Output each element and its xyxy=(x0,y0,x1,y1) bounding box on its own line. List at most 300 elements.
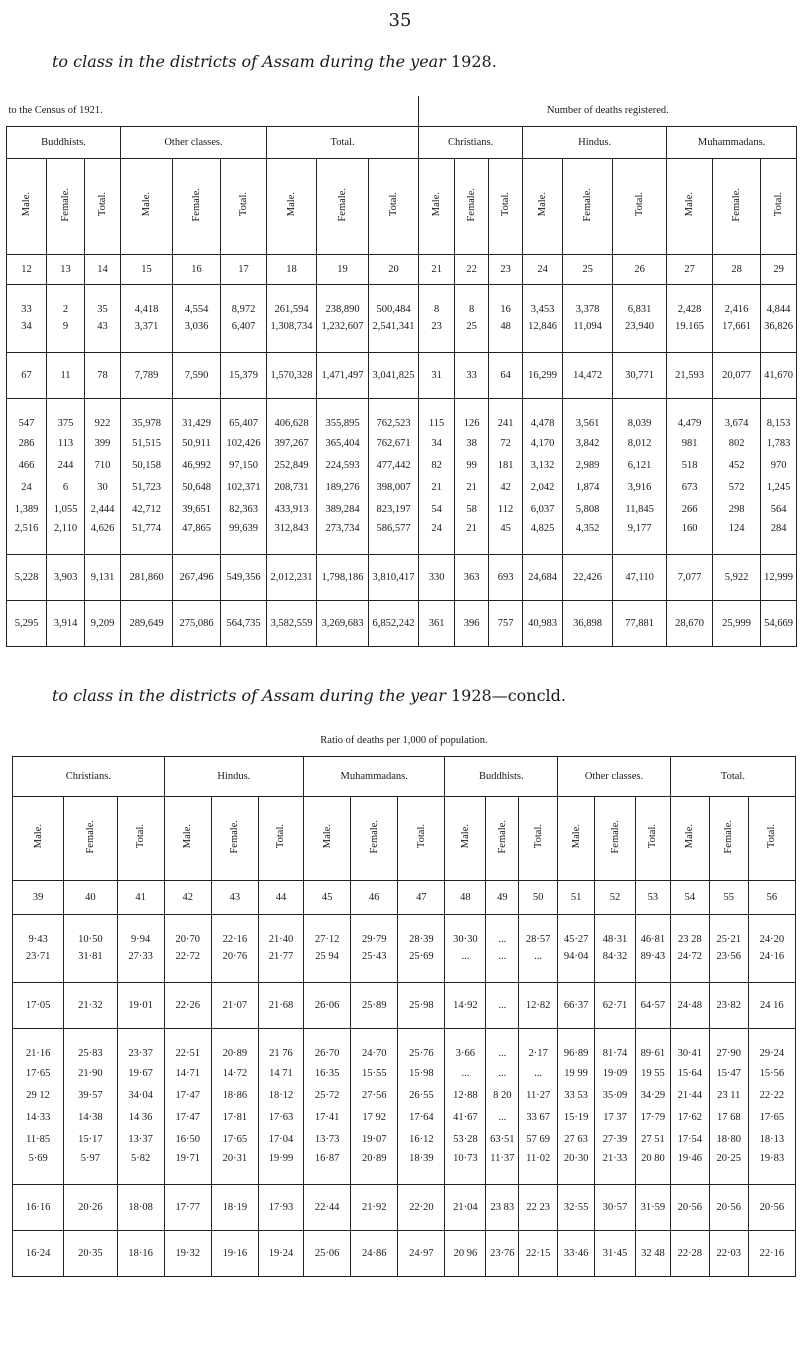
table-cell: 547 xyxy=(7,398,47,432)
table-row xyxy=(13,1084,796,1106)
table-cell: 981 xyxy=(667,432,713,454)
table-cell: 16·50 xyxy=(164,1128,211,1150)
table-cell: 5,808 xyxy=(563,498,613,520)
table-cell: 25·21 xyxy=(709,914,748,948)
table-cell: 112 xyxy=(489,498,523,520)
t1-column-number: 12 xyxy=(7,254,47,284)
t2-column-number: 45 xyxy=(304,880,351,914)
table-cell: 23·56 xyxy=(709,948,748,982)
table-cell: 14,472 xyxy=(563,352,613,398)
table-cell: 14·72 xyxy=(211,1062,258,1084)
t2-group-5: Total. xyxy=(670,756,795,796)
table-cell: 3,378 xyxy=(563,284,613,318)
table-cell: 17·05 xyxy=(13,982,64,1028)
table1-caption-year: 1928. xyxy=(450,52,497,71)
t2-subhead-label: Male. xyxy=(182,824,194,849)
t2-subhead xyxy=(748,796,795,880)
t1-subhead xyxy=(455,158,489,254)
table-cell: 6,831 xyxy=(613,284,667,318)
t2-subhead xyxy=(64,796,117,880)
table-cell: 22·28 xyxy=(670,1230,709,1276)
table-cell: 2,416 xyxy=(713,284,761,318)
table-cell: 24 16 xyxy=(748,982,795,1028)
table-cell: 31·81 xyxy=(64,948,117,982)
table-cell: 16·16 xyxy=(13,1184,64,1230)
t2-column-number: 43 xyxy=(211,880,258,914)
table-cell: 14·33 xyxy=(13,1106,64,1128)
table-cell: ... xyxy=(445,948,486,982)
death-ratio-table xyxy=(12,726,796,1277)
table-cell: 19·09 xyxy=(595,1062,636,1084)
table-cell: 17 68 xyxy=(709,1106,748,1128)
t2-subhead xyxy=(519,796,558,880)
table-cell: 24·97 xyxy=(398,1230,445,1276)
table-cell: 8 xyxy=(455,284,489,318)
table-cell: 17·04 xyxy=(258,1128,303,1150)
t1-column-number: 27 xyxy=(667,254,713,284)
t2-column-number: 55 xyxy=(709,880,748,914)
table-cell: 20·35 xyxy=(64,1230,117,1276)
table-cell: 64·57 xyxy=(636,982,671,1028)
table-cell: 23 83 xyxy=(486,1184,519,1230)
table-cell: 46,992 xyxy=(173,454,221,476)
table-cell: 252,849 xyxy=(267,454,317,476)
table-cell: 39·57 xyxy=(64,1084,117,1106)
table-cell: 21 xyxy=(455,476,489,498)
table-cell: 102,426 xyxy=(221,432,267,454)
table-cell: 20·56 xyxy=(670,1184,709,1230)
t2-subhead xyxy=(709,796,748,880)
table-cell: 22·22 xyxy=(748,1084,795,1106)
table-cell: 452 xyxy=(713,454,761,476)
table-cell: ... xyxy=(519,1062,558,1084)
table-cell: 20·30 xyxy=(558,1150,595,1184)
table-cell: 22 23 xyxy=(519,1184,558,1230)
table-cell: 19·83 xyxy=(748,1150,795,1184)
table-cell: 3,453 xyxy=(523,284,563,318)
table-cell: 25 xyxy=(455,318,489,352)
table-cell: 32·55 xyxy=(558,1184,595,1230)
table-cell: 46·81 xyxy=(636,914,671,948)
table-cell: 21 xyxy=(455,520,489,554)
table-row xyxy=(7,476,797,498)
table-cell: 24·20 xyxy=(748,914,795,948)
table-cell: 14 36 xyxy=(117,1106,164,1128)
table-cell: 11·27 xyxy=(519,1084,558,1106)
table-cell: 19·71 xyxy=(164,1150,211,1184)
table-cell: 21·40 xyxy=(258,914,303,948)
t2-subhead xyxy=(558,796,595,880)
t1-subhead xyxy=(369,158,419,254)
table-cell: 16·24 xyxy=(13,1230,64,1276)
table-cell: 762,671 xyxy=(369,432,419,454)
t2-subhead-label: Total. xyxy=(275,824,287,849)
table-cell: 11,094 xyxy=(563,318,613,352)
table-cell: 19 99 xyxy=(558,1062,595,1084)
table-cell: 208,731 xyxy=(267,476,317,498)
table-cell: 4,479 xyxy=(667,398,713,432)
t2-group-4: Other classes. xyxy=(558,756,671,796)
table-cell: 23 28 xyxy=(670,914,709,948)
table-cell: 20·56 xyxy=(748,1184,795,1230)
t2-column-number: 50 xyxy=(519,880,558,914)
table-cell: 375 xyxy=(47,398,85,432)
table-cell: 20 80 xyxy=(636,1150,671,1184)
table-cell: 36,826 xyxy=(761,318,797,352)
table-cell: 3,132 xyxy=(523,454,563,476)
table-cell: 9·43 xyxy=(13,914,64,948)
table-cell: 17·65 xyxy=(13,1062,64,1084)
table-cell: ... xyxy=(486,1106,519,1128)
t1-subhead xyxy=(221,158,267,254)
table-row xyxy=(13,1150,796,1184)
table-cell: 17 37 xyxy=(595,1106,636,1128)
table-cell: 9 xyxy=(47,318,85,352)
table-cell: 15·47 xyxy=(709,1062,748,1084)
table1-left-super: to the Census of 1921. xyxy=(7,96,419,126)
table-cell: 24 xyxy=(419,520,455,554)
table1-subheader xyxy=(7,158,797,254)
table-cell: 19·01 xyxy=(117,982,164,1028)
table-cell: 3·66 xyxy=(445,1028,486,1062)
table-cell: 65,407 xyxy=(221,398,267,432)
t1-subhead-label: Male. xyxy=(431,192,443,217)
table-cell: 17·64 xyxy=(398,1106,445,1128)
table-row xyxy=(7,600,797,646)
t1-subhead xyxy=(761,158,797,254)
table-cell: 27·12 xyxy=(304,914,351,948)
table-cell: 2,428 xyxy=(667,284,713,318)
table-cell: 23·37 xyxy=(117,1028,164,1062)
t1-column-number: 19 xyxy=(317,254,369,284)
table-cell: 572 xyxy=(713,476,761,498)
table-cell: 361 xyxy=(419,600,455,646)
table-cell: 115 xyxy=(419,398,455,432)
table-cell: ... xyxy=(486,1062,519,1084)
t1-subhead xyxy=(523,158,563,254)
table-cell: 355,895 xyxy=(317,398,369,432)
table-cell: 275,086 xyxy=(173,600,221,646)
table-cell: 17,661 xyxy=(713,318,761,352)
table-cell: 160 xyxy=(667,520,713,554)
table-row xyxy=(7,432,797,454)
table-cell: 33·46 xyxy=(558,1230,595,1276)
table-cell: 2,012,231 xyxy=(267,554,317,600)
table-cell: 397,267 xyxy=(267,432,317,454)
table-cell: 1,245 xyxy=(761,476,797,498)
table-cell: 267,496 xyxy=(173,554,221,600)
t2-subhead-label: Male. xyxy=(459,824,471,849)
table-cell: 244 xyxy=(47,454,85,476)
table-cell: 26·55 xyxy=(398,1084,445,1106)
table-cell: 1,055 xyxy=(47,498,85,520)
table-row xyxy=(13,1230,796,1276)
table-cell: 113 xyxy=(47,432,85,454)
table-cell: 14·92 xyxy=(445,982,486,1028)
t1-column-number: 29 xyxy=(761,254,797,284)
t2-subhead-label: Male. xyxy=(32,824,44,849)
table-cell: 10·73 xyxy=(445,1150,486,1184)
t1-column-number: 13 xyxy=(47,254,85,284)
table-cell: 22·44 xyxy=(304,1184,351,1230)
table-cell: ... xyxy=(486,982,519,1028)
table-cell: 17·63 xyxy=(258,1106,303,1128)
table-cell: 586,577 xyxy=(369,520,419,554)
table-cell: 399 xyxy=(85,432,121,454)
table-row xyxy=(7,454,797,476)
table-cell: 398,007 xyxy=(369,476,419,498)
table-cell: 25·69 xyxy=(398,948,445,982)
table-cell: 20·76 xyxy=(211,948,258,982)
table-cell: 18·08 xyxy=(117,1184,164,1230)
table-cell: 63·51 xyxy=(486,1128,519,1150)
table-cell: 2·17 xyxy=(519,1028,558,1062)
t2-subhead-label: Female. xyxy=(723,819,735,854)
t1-subhead xyxy=(7,158,47,254)
table-cell: 94·04 xyxy=(558,948,595,982)
table-cell: 39,651 xyxy=(173,498,221,520)
table-cell: 2,516 xyxy=(7,520,47,554)
table-cell: 23 xyxy=(419,318,455,352)
t2-column-number: 44 xyxy=(258,880,303,914)
table-cell: 10·50 xyxy=(64,914,117,948)
t2-column-number: 56 xyxy=(748,880,795,914)
table-cell: 238,890 xyxy=(317,284,369,318)
table-cell: 58 xyxy=(455,498,489,520)
t1-group-2: Total. xyxy=(267,126,419,158)
table-cell: ... xyxy=(486,948,519,982)
table-cell: 25·72 xyxy=(304,1084,351,1106)
table-cell: 3,582,559 xyxy=(267,600,317,646)
table-cell: ... xyxy=(486,914,519,948)
table-cell: 1,389 xyxy=(7,498,47,520)
table-cell: 36,898 xyxy=(563,600,613,646)
table-cell: 363 xyxy=(455,554,489,600)
table-cell: 48 xyxy=(489,318,523,352)
table-cell: 35·09 xyxy=(595,1084,636,1106)
table-cell: 22·20 xyxy=(398,1184,445,1230)
table-cell: 97,150 xyxy=(221,454,267,476)
page-number: 35 xyxy=(388,10,412,31)
table-cell: 365,404 xyxy=(317,432,369,454)
table-cell: 18·16 xyxy=(117,1230,164,1276)
table-cell: 12,999 xyxy=(761,554,797,600)
t2-subhead-label: Total. xyxy=(647,824,659,849)
table-cell: 29 12 xyxy=(13,1084,64,1106)
table-cell: 266 xyxy=(667,498,713,520)
table-cell: 3,269,683 xyxy=(317,600,369,646)
table-row xyxy=(13,1028,796,1062)
t2-column-number: 40 xyxy=(64,880,117,914)
table-row xyxy=(13,1128,796,1150)
table-cell: 27·39 xyxy=(595,1128,636,1150)
table-cell: 50,648 xyxy=(173,476,221,498)
table1-right-super: Number of deaths registered. xyxy=(419,96,797,126)
table-cell: 7,590 xyxy=(173,352,221,398)
t1-subhead-label: Female. xyxy=(582,187,594,222)
table-cell: 21·90 xyxy=(64,1062,117,1084)
table-cell: 281,860 xyxy=(121,554,173,600)
table-cell: 22·16 xyxy=(211,914,258,948)
t2-subhead xyxy=(595,796,636,880)
table-cell: 4,626 xyxy=(85,520,121,554)
table-cell: 21·07 xyxy=(211,982,258,1028)
t2-column-number: 54 xyxy=(670,880,709,914)
table-cell: 33 xyxy=(7,284,47,318)
table-cell: 23 11 xyxy=(709,1084,748,1106)
t2-subhead xyxy=(636,796,671,880)
table-cell: 16 xyxy=(489,284,523,318)
table-cell: 32 48 xyxy=(636,1230,671,1276)
table2-caption xyxy=(52,686,566,705)
table-cell: 7,077 xyxy=(667,554,713,600)
t1-subhead-label: Female. xyxy=(60,187,71,222)
table-row xyxy=(13,1062,796,1084)
t2-column-number: 51 xyxy=(558,880,595,914)
table-cell: 11 xyxy=(47,352,85,398)
table-cell: 13·73 xyxy=(304,1128,351,1150)
table-cell: 710 xyxy=(85,454,121,476)
table-cell: 45·27 xyxy=(558,914,595,948)
t2-subhead xyxy=(211,796,258,880)
table-cell: 51,723 xyxy=(121,476,173,498)
table-cell: 21·32 xyxy=(64,982,117,1028)
t2-subhead-label: Female. xyxy=(609,819,621,854)
table-cell: 22·26 xyxy=(164,982,211,1028)
table-cell: 4,554 xyxy=(173,284,221,318)
table-cell: 47,110 xyxy=(613,554,667,600)
t1-column-number: 24 xyxy=(523,254,563,284)
table-cell: 693 xyxy=(489,554,523,600)
t2-subhead xyxy=(164,796,211,880)
table-cell: 20·89 xyxy=(351,1150,398,1184)
t1-subhead-label: Male. xyxy=(21,192,32,217)
table-cell: 42 xyxy=(489,476,523,498)
table-cell: 25·98 xyxy=(398,982,445,1028)
table2-group-header xyxy=(13,756,796,796)
table-row xyxy=(7,554,797,600)
table-cell: 19·16 xyxy=(211,1230,258,1276)
table2-subheader xyxy=(13,796,796,880)
t2-subhead-label: Female. xyxy=(229,819,241,854)
table-cell: 2,444 xyxy=(85,498,121,520)
t2-subhead xyxy=(398,796,445,880)
t1-column-number: 23 xyxy=(489,254,523,284)
table-cell: 17·65 xyxy=(211,1128,258,1150)
table-cell: 27·56 xyxy=(351,1084,398,1106)
table-cell: 6,407 xyxy=(221,318,267,352)
t1-subhead-label: Total. xyxy=(500,192,512,217)
table-cell: 77,881 xyxy=(613,600,667,646)
table-cell: 17·41 xyxy=(304,1106,351,1128)
table-cell: 224,593 xyxy=(317,454,369,476)
table-cell: 23·82 xyxy=(709,982,748,1028)
table-cell: 51,515 xyxy=(121,432,173,454)
table-cell: 273,734 xyxy=(317,520,369,554)
t1-subhead-label: Total. xyxy=(238,192,249,217)
t1-subhead xyxy=(713,158,761,254)
table-cell: 15·55 xyxy=(351,1062,398,1084)
table-cell: 19·67 xyxy=(117,1062,164,1084)
table-cell: 21·33 xyxy=(595,1150,636,1184)
table-cell: 9,177 xyxy=(613,520,667,554)
t1-subhead xyxy=(419,158,455,254)
table-cell: 17·54 xyxy=(670,1128,709,1150)
table-cell: 27 63 xyxy=(558,1128,595,1150)
table-cell: 11·02 xyxy=(519,1150,558,1184)
table-cell: 3,036 xyxy=(173,318,221,352)
t2-subhead xyxy=(445,796,486,880)
t2-subhead xyxy=(670,796,709,880)
table-cell: 17·77 xyxy=(164,1184,211,1230)
table-cell: 20·25 xyxy=(709,1150,748,1184)
table-cell: 389,284 xyxy=(317,498,369,520)
t1-subhead-label: Male. xyxy=(537,192,549,217)
t2-subhead-label: Female. xyxy=(496,819,508,854)
table-cell: 19 55 xyxy=(636,1062,671,1084)
table-cell: 31 xyxy=(419,352,455,398)
table-cell: 477,442 xyxy=(369,454,419,476)
table-cell: 17·65 xyxy=(748,1106,795,1128)
t1-group-4: Hindus. xyxy=(523,126,667,158)
table-cell: 102,371 xyxy=(221,476,267,498)
table-cell: 8,153 xyxy=(761,398,797,432)
t1-subhead-label: Total. xyxy=(773,192,785,217)
table-cell: ... xyxy=(486,1028,519,1062)
table-cell: 89·43 xyxy=(636,948,671,982)
table-cell: 31·59 xyxy=(636,1184,671,1230)
table-cell: 298 xyxy=(713,498,761,520)
table-cell: 1,232,607 xyxy=(317,318,369,352)
table-cell: 82 xyxy=(419,454,455,476)
table1-column-numbers xyxy=(7,254,797,284)
table-cell: 64 xyxy=(489,352,523,398)
table-cell: 22·16 xyxy=(748,1230,795,1276)
table-cell: 21 76 xyxy=(258,1028,303,1062)
table-cell: 18·39 xyxy=(398,1150,445,1184)
t1-subhead-label: Female. xyxy=(191,187,202,222)
table1-caption xyxy=(52,52,497,71)
table-cell: 2,042 xyxy=(523,476,563,498)
table-cell: 23·76 xyxy=(486,1230,519,1276)
table-cell: 3,903 xyxy=(47,554,85,600)
table-cell: 30·57 xyxy=(595,1184,636,1230)
t1-subhead-label: Male. xyxy=(141,192,152,217)
table-cell: 81·74 xyxy=(595,1028,636,1062)
table-cell: ... xyxy=(445,1062,486,1084)
table-cell: 21·77 xyxy=(258,948,303,982)
table-cell: 3,914 xyxy=(47,600,85,646)
table-cell: 2 xyxy=(47,284,85,318)
table-cell: 34·04 xyxy=(117,1084,164,1106)
table-cell: 1,570,328 xyxy=(267,352,317,398)
table-cell: 25·06 xyxy=(304,1230,351,1276)
table-cell: 19·46 xyxy=(670,1150,709,1184)
table-cell: 22·51 xyxy=(164,1028,211,1062)
t2-group-0: Christians. xyxy=(13,756,165,796)
table-cell: 18·19 xyxy=(211,1184,258,1230)
table-cell: 31,429 xyxy=(173,398,221,432)
table-cell: 54 xyxy=(419,498,455,520)
table-cell: 19·99 xyxy=(258,1150,303,1184)
table-cell: 99,639 xyxy=(221,520,267,554)
table-cell: 16·35 xyxy=(304,1062,351,1084)
table-cell: 47,865 xyxy=(173,520,221,554)
t2-column-number: 47 xyxy=(398,880,445,914)
table-cell: 82,363 xyxy=(221,498,267,520)
table-cell: 53·28 xyxy=(445,1128,486,1150)
t1-subhead xyxy=(121,158,173,254)
